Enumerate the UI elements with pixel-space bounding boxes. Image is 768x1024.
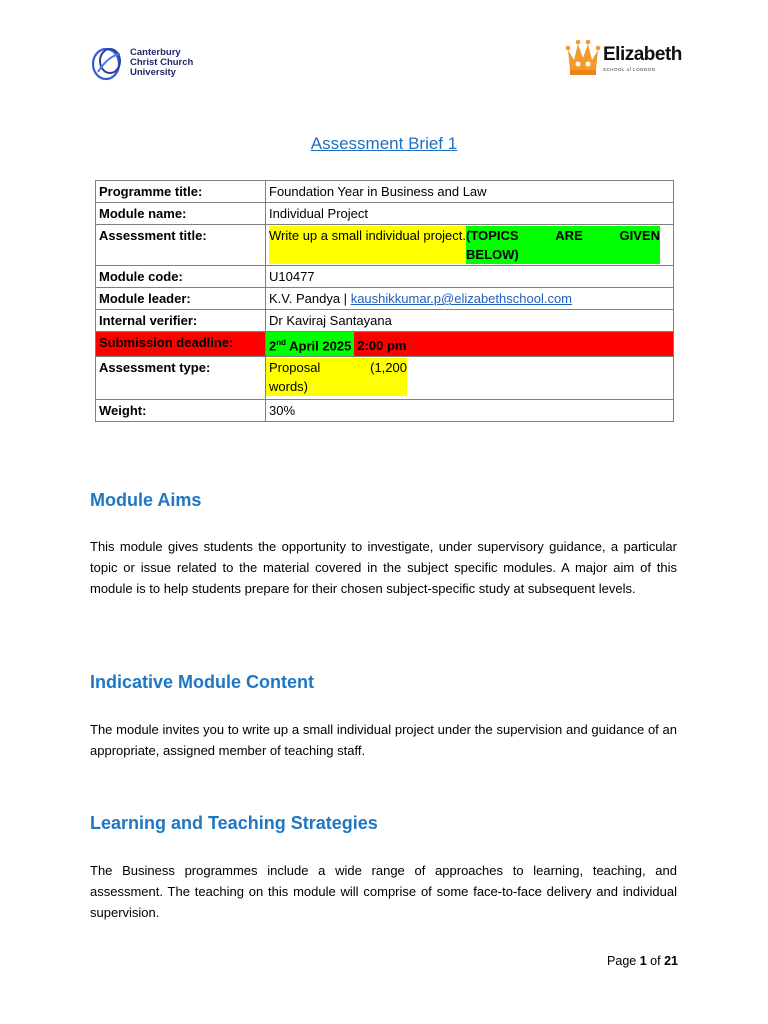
submission-deadline-label: Submission deadline: (96, 332, 266, 357)
deadline-day: 2 (269, 338, 277, 354)
page-number (607, 954, 678, 968)
assessment-type-value (266, 358, 407, 396)
learning-teaching-text: The Business programmes include a wide range of approaches to learning, teaching, and assessment. The teaching on this module will comprise of some face-to-face delivery and individual supervision. (90, 863, 677, 920)
deadline-month-year: April 2025 (289, 338, 352, 354)
topics-note (466, 226, 660, 264)
table-row (96, 181, 674, 203)
deadline-date (266, 332, 354, 356)
page-total: 21 (664, 954, 678, 968)
table-row (96, 400, 674, 422)
deadline-time: 2:00 pm (357, 338, 407, 354)
crown-icon (565, 38, 601, 78)
programme-title-value: Foundation Year in Business and Law (266, 181, 674, 203)
assessment-type-cell (266, 357, 674, 400)
assessment-details-table (95, 180, 674, 422)
module-code-value: U10477 (266, 266, 674, 288)
cccu-emblem-icon (90, 44, 126, 82)
indicative-content-heading: Indicative Module Content (90, 672, 315, 692)
module-aims-text: This module gives students the opportunity to investigate, under supervisory guidance, a particular topic or issue related to the material covered in the subject specific modules. A major aim of this module is to help students prepare for their chosen subject-specific study at subsequent levels. (90, 539, 677, 596)
module-leader-name: K.V. Pandya | (269, 291, 348, 306)
topics-word-1: (TOPICS (466, 228, 519, 243)
page-title: Assessment Brief 1 (310, 134, 458, 153)
assessment-type-word-3: words) (269, 379, 309, 395)
table-row (96, 288, 674, 310)
cccu-line3: University (130, 67, 176, 78)
internal-verifier-label: Internal verifier: (96, 310, 266, 332)
programme-title-label: Programme title: (96, 181, 266, 203)
table-row (96, 357, 674, 400)
module-name-label: Module name: (96, 203, 266, 225)
cccu-line2: Christ Church (130, 57, 194, 68)
internal-verifier-value: Dr Kaviraj Santayana (266, 310, 674, 332)
module-name-value: Individual Project (266, 203, 674, 225)
module-leader-label: Module leader: (96, 288, 266, 310)
module-code-label: Module code: (96, 266, 266, 288)
assessment-title-cell (266, 225, 674, 266)
topics-word-3: GIVEN (619, 228, 660, 243)
table-row (96, 266, 674, 288)
assessment-title-value: Write up a small individual project. (269, 226, 466, 264)
module-leader-cell (266, 288, 674, 310)
table-row (96, 332, 674, 357)
table-row (96, 310, 674, 332)
cccu-line1: Canterbury (130, 47, 181, 58)
page-of: of (650, 954, 661, 968)
elizabeth-tagline: SCHOOL of LONDON (603, 66, 656, 72)
assessment-type-word-1: Proposal (269, 360, 321, 376)
assessment-type-word-2: (1,200 (370, 360, 407, 376)
page-current: 1 (639, 954, 647, 968)
table-row (96, 203, 674, 225)
cccu-logo (90, 44, 193, 82)
topics-word-2: ARE (555, 228, 583, 243)
module-leader-email-link[interactable]: kaushikkumar.p@elizabethschool.com (350, 291, 573, 306)
deadline-day-suffix: nd (276, 338, 287, 347)
elizabeth-logo (565, 38, 682, 78)
assessment-title-label: Assessment title: (96, 225, 266, 266)
module-aims-heading: Module Aims (90, 490, 202, 510)
elizabeth-name: Elizabeth (603, 43, 682, 65)
learning-teaching-heading: Learning and Teaching Strategies (90, 813, 378, 833)
submission-deadline-cell (266, 332, 674, 357)
weight-label: Weight: (96, 400, 266, 422)
topics-word-4: BELOW) (466, 247, 519, 262)
page-prefix: Page (607, 954, 637, 968)
weight-value: 30% (266, 400, 674, 422)
assessment-type-label: Assessment type: (96, 357, 266, 400)
table-row (96, 225, 674, 266)
indicative-content-text: The module invites you to write up a small individual project under the supervision and guidance of an appropriate, assigned member of teaching staff. (90, 722, 677, 758)
